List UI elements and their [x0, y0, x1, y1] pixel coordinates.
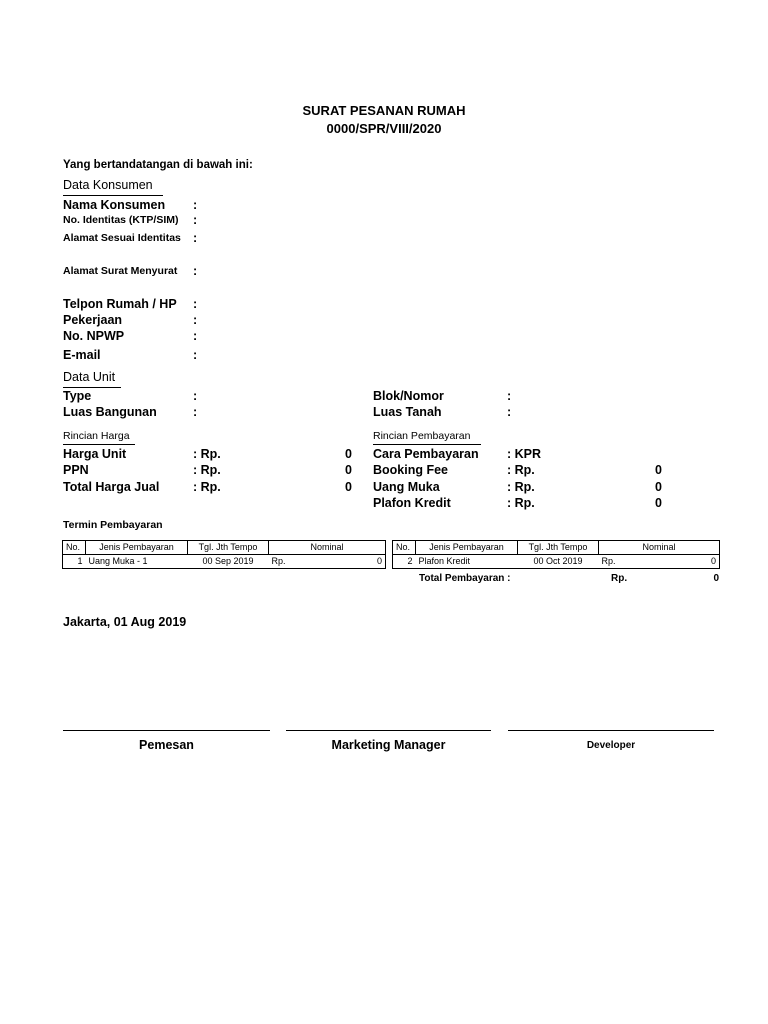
- signature-marketing-manager: Marketing Manager: [331, 738, 446, 752]
- label-ppn: PPN: [63, 463, 89, 477]
- colon: :: [507, 389, 512, 403]
- value-ppn: 0: [345, 463, 352, 477]
- cell-rp: Rp.: [269, 555, 295, 569]
- colon: :: [193, 329, 198, 343]
- colon: :: [193, 389, 198, 403]
- termin-table-right: [392, 540, 720, 569]
- value-total-harga-jual: 0: [345, 480, 352, 494]
- cell-no: 1: [63, 555, 86, 569]
- signature-line-marketing: [286, 730, 491, 731]
- colon: :: [193, 313, 198, 327]
- label-alamat-identitas: Alamat Sesuai Identitas: [63, 232, 181, 244]
- cell-tgl: 00 Sep 2019: [188, 555, 269, 569]
- colon: :: [193, 405, 198, 419]
- label-email: E-mail: [63, 348, 101, 362]
- label-blok-nomor: Blok/Nomor: [373, 389, 444, 403]
- cell-nominal: 0: [295, 555, 386, 569]
- cell-nominal: 0: [625, 555, 720, 569]
- document-title: SURAT PESANAN RUMAH: [302, 103, 466, 118]
- section-termin-pembayaran: Termin Pembayaran: [63, 519, 163, 531]
- colon: :: [507, 405, 512, 419]
- currency-prefix: : Rp.: [193, 480, 221, 494]
- section-rincian-harga: Rincian Harga: [63, 430, 130, 442]
- value-plafon-kredit: 0: [655, 496, 662, 510]
- label-alamat-surat: Alamat Surat Menyurat: [63, 265, 178, 277]
- label-cara-pembayaran: Cara Pembayaran: [373, 447, 479, 461]
- column-header: Nominal: [599, 541, 720, 555]
- total-pembayaran-value: 0: [713, 573, 719, 584]
- currency-prefix: : Rp.: [507, 480, 535, 494]
- section-data-konsumen: Data Konsumen: [63, 178, 153, 192]
- cell-rp: Rp.: [599, 555, 625, 569]
- label-harga-unit: Harga Unit: [63, 447, 127, 461]
- value-harga-unit: 0: [345, 447, 352, 461]
- label-pekerjaan: Pekerjaan: [63, 313, 123, 327]
- currency-prefix: : Rp.: [507, 463, 535, 477]
- label-type: Type: [63, 389, 92, 403]
- colon: :: [193, 231, 198, 245]
- label-npwp: No. NPWP: [63, 329, 125, 343]
- cell-jenis: Uang Muka - 1: [86, 555, 188, 569]
- label-plafon-kredit: Plafon Kredit: [373, 496, 451, 510]
- colon: :: [193, 213, 198, 227]
- label-booking-fee: Booking Fee: [373, 463, 449, 477]
- cell-no: 2: [393, 555, 416, 569]
- table-header-row: [393, 541, 720, 555]
- value-uang-muka: 0: [655, 480, 662, 494]
- termin-table-left: [62, 540, 386, 569]
- value-cara-pembayaran: : KPR: [507, 447, 542, 461]
- signature-pemesan: Pemesan: [139, 738, 194, 752]
- colon: :: [193, 348, 198, 362]
- column-header: Tgl. Jth Tempo: [188, 541, 269, 555]
- column-header: No.: [393, 541, 416, 555]
- label-nama-konsumen: Nama Konsumen: [63, 198, 166, 212]
- section-data-unit: Data Unit: [63, 370, 116, 384]
- section-underline: [63, 195, 163, 196]
- colon: :: [193, 198, 198, 212]
- currency-prefix: : Rp.: [193, 463, 221, 477]
- signature-developer: Developer: [586, 740, 636, 751]
- table-row: [393, 555, 720, 569]
- currency-prefix: : Rp.: [193, 447, 221, 461]
- value-booking-fee: 0: [655, 463, 662, 477]
- table-row: [63, 555, 386, 569]
- section-rincian-pembayaran: Rincian Pembayaran: [373, 430, 471, 442]
- label-luas-bangunan: Luas Bangunan: [63, 405, 157, 419]
- document-number: 0000/SPR/VIII/2020: [326, 121, 442, 136]
- total-pembayaran-rp: Rp.: [611, 573, 628, 584]
- label-no-identitas: No. Identitas (KTP/SIM): [63, 214, 179, 226]
- column-header: Nominal: [269, 541, 386, 555]
- place-date: Jakarta, 01 Aug 2019: [63, 615, 187, 629]
- signature-line-developer: [508, 730, 714, 731]
- column-header: Jenis Pembayaran: [416, 541, 518, 555]
- column-header: No.: [63, 541, 86, 555]
- colon: :: [193, 297, 198, 311]
- label-total-harga-jual: Total Harga Jual: [63, 480, 160, 494]
- total-pembayaran-label: Total Pembayaran :: [419, 573, 511, 584]
- section-underline: [373, 444, 481, 445]
- column-header: Jenis Pembayaran: [86, 541, 188, 555]
- intro-text: Yang bertandatangan di bawah ini:: [63, 159, 253, 171]
- column-header: Tgl. Jth Tempo: [518, 541, 599, 555]
- section-underline: [63, 387, 121, 388]
- colon: :: [193, 264, 198, 278]
- section-underline: [63, 444, 135, 445]
- label-uang-muka: Uang Muka: [373, 480, 440, 494]
- currency-prefix: : Rp.: [507, 496, 535, 510]
- table-header-row: [63, 541, 386, 555]
- signature-line-pemesan: [63, 730, 270, 731]
- label-telpon: Telpon Rumah / HP: [63, 297, 177, 311]
- cell-tgl: 00 Oct 2019: [518, 555, 599, 569]
- cell-jenis: Plafon Kredit: [416, 555, 518, 569]
- label-luas-tanah: Luas Tanah: [373, 405, 442, 419]
